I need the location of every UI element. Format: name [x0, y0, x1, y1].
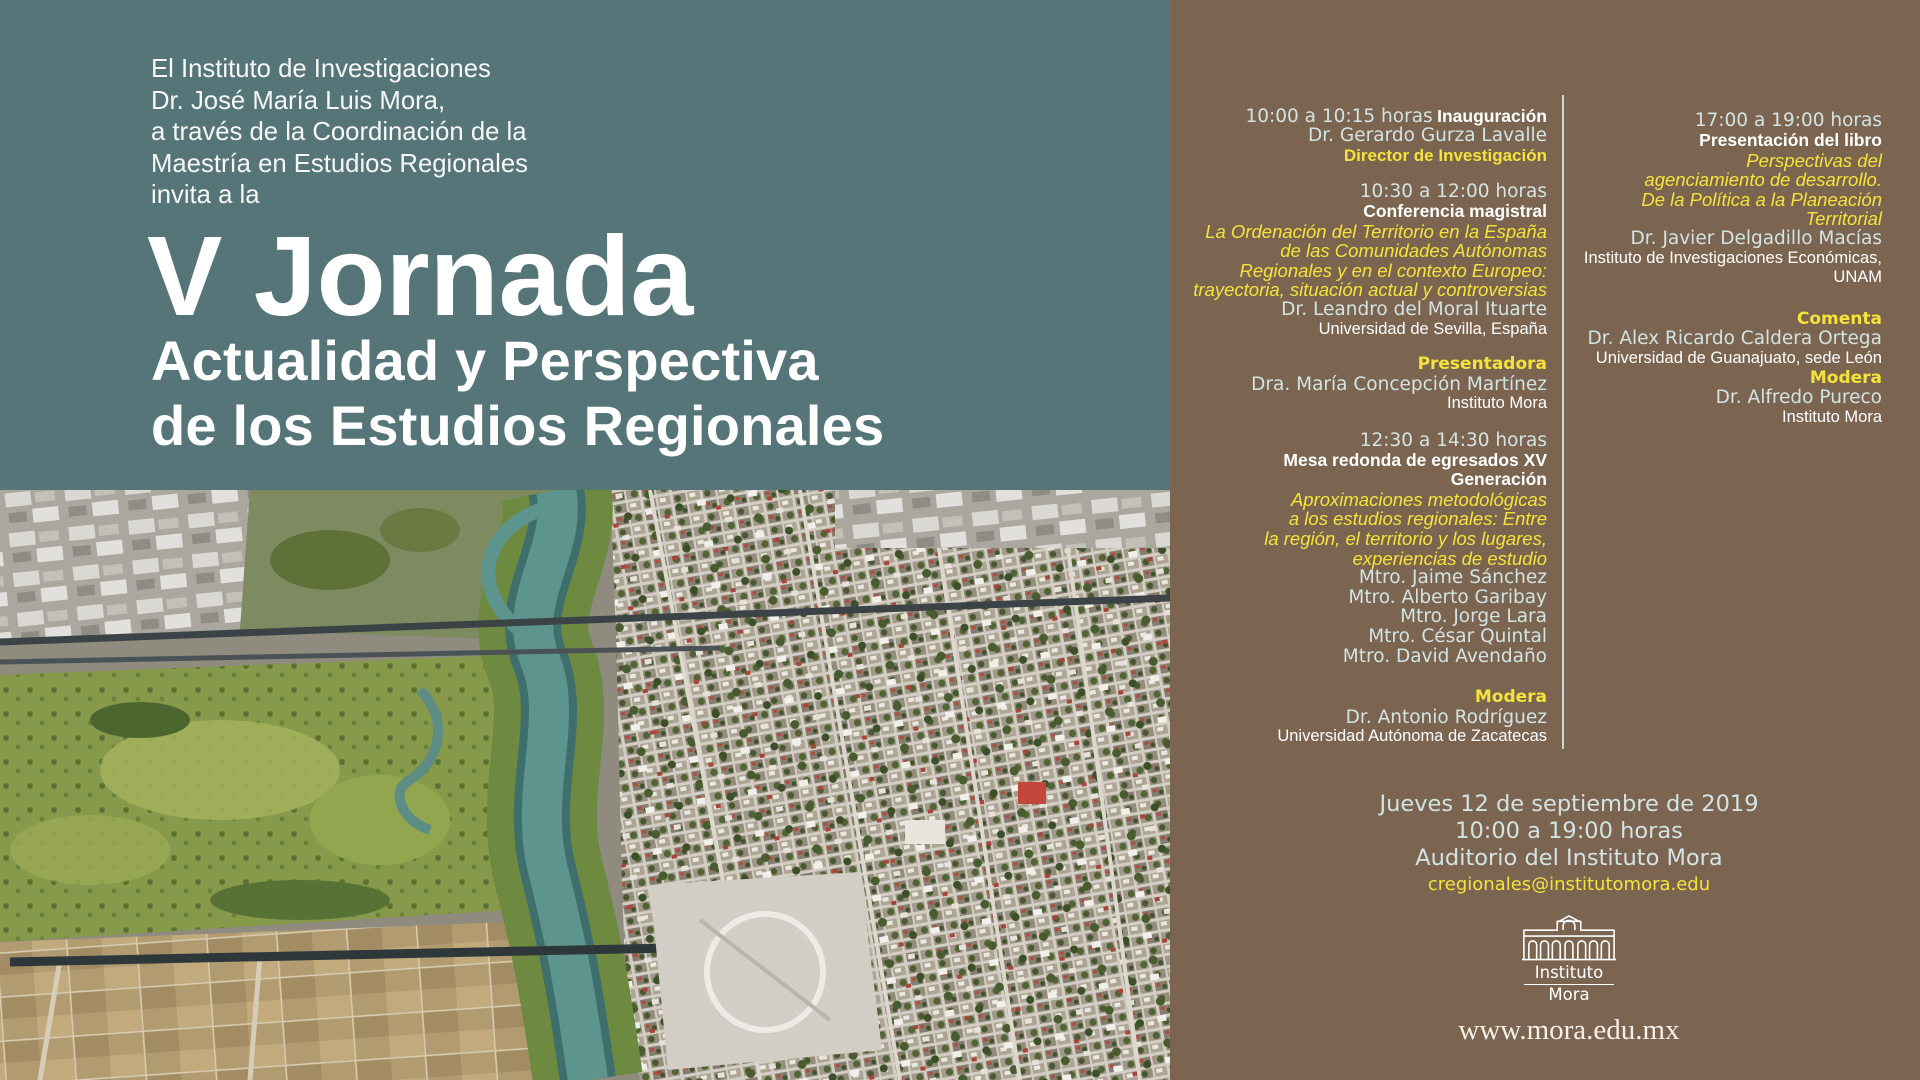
keynote-title-line: trayectoria, situación actual y controversias — [1193, 279, 1547, 301]
inauguration-speaker: Dr. Gerardo Gurza Lavalle — [1308, 125, 1547, 147]
keynote-block — [1193, 182, 1547, 339]
keynote-presenter-block — [1251, 355, 1547, 414]
presenter-affiliation: Instituto Mora — [1447, 394, 1547, 413]
inauguration-role: Director de Investigación — [1343, 145, 1547, 165]
event-title: V Jornada — [147, 213, 694, 339]
roundtable-title-line: Aproximaciones metodológicas — [1290, 488, 1547, 510]
book-block — [1584, 111, 1882, 287]
keynote-title-line: de las Comunidades Autónomas — [1280, 240, 1547, 262]
presenter-label: Presentadora — [1417, 354, 1547, 374]
keynote-label: Conferencia magistral — [1363, 200, 1547, 221]
intro-line: El Instituto de Investigaciones — [151, 55, 491, 83]
roundtable-title-line: la región, el territorio y los lugares, — [1264, 527, 1547, 549]
park-area — [0, 655, 535, 942]
book-title-line: Perspectivas del — [1746, 149, 1882, 171]
logo-line-mora: Mora — [1548, 984, 1590, 1004]
book-title-line: Territorial — [1805, 208, 1882, 230]
book-title-line: De la Política a la Planeación — [1641, 188, 1882, 210]
moderator-affiliation: Instituto Mora — [1782, 407, 1882, 426]
roundtable-label: Mesa redonda de egresados XV — [1283, 449, 1547, 470]
event-details — [1269, 791, 1869, 899]
roundtable-participant: Mtro. David Avendaño — [1342, 645, 1547, 667]
roundtable-title-line: experiencias de estudio — [1352, 547, 1547, 569]
inauguration-label: Inauguración — [1437, 105, 1547, 126]
roundtable-title-line: a los estudios regionales: Entre — [1288, 508, 1547, 530]
presenter-name: Dra. María Concepción Martínez — [1251, 373, 1547, 395]
plaza — [650, 872, 882, 1070]
book-author: Dr. Javier Delgadillo Macías — [1630, 227, 1882, 249]
inauguration-time: 10:00 a 10:15 horas — [1245, 105, 1433, 127]
moderator-name: Dr. Antonio Rodríguez — [1345, 706, 1547, 728]
subtitle-line: de los Estudios Regionales — [151, 394, 885, 457]
book-label: Presentación del libro — [1699, 129, 1882, 150]
intro-line: Dr. José María Luis Mora, — [151, 86, 446, 115]
event-venue: Auditorio del Instituto Mora — [1415, 844, 1723, 871]
aerial-photo — [0, 490, 1170, 1080]
moderator-affiliation: Universidad Autónoma de Zacatecas — [1277, 727, 1547, 746]
industrial-area — [0, 490, 560, 640]
keynote-title-line: Regionales y en el contexto Europeo: — [1239, 259, 1547, 281]
book-author-affiliation: Instituto de Investigaciones Económicas, — [1583, 248, 1882, 267]
inauguration-block — [1245, 107, 1547, 166]
commentator-label: Comenta — [1796, 308, 1882, 329]
subtitle-line: Actualidad y Perspectiva — [151, 329, 819, 392]
invitation-intro — [151, 54, 528, 212]
keynote-time: 10:30 a 12:00 horas — [1359, 181, 1547, 203]
moderator-name: Dr. Alfredo Pureco — [1715, 387, 1882, 409]
roundtable-participant: Mtro. Alberto Garibay — [1348, 586, 1547, 608]
commentator-name: Dr. Alex Ricardo Caldera Ortega — [1587, 328, 1882, 350]
column-divider — [1562, 95, 1564, 749]
book-title-line: agenciamiento de desarrollo. — [1644, 169, 1882, 191]
book-discussants-block — [1587, 310, 1882, 428]
book-author-affiliation: UNAM — [1833, 268, 1882, 287]
intro-line: a través de la Coordinación de la — [151, 118, 527, 147]
roundtable-participant: Mtro. Jorge Lara — [1400, 606, 1547, 628]
intro-line: Maestría en Estudios Regionales — [151, 149, 528, 178]
building-icon — [1520, 914, 1618, 962]
event-subtitle — [151, 328, 884, 458]
inauguration-heading — [1245, 107, 1547, 127]
website-url: www.mora.edu.mx — [1458, 1014, 1680, 1046]
moderator-label: Modera — [1809, 367, 1882, 388]
logo-line-instituto: Instituto — [1534, 963, 1604, 982]
dry-fields — [0, 922, 535, 1080]
book-time: 17:00 a 19:00 horas — [1694, 110, 1882, 132]
contact-email: cregionales@institutomora.edu — [1427, 873, 1711, 895]
roundtable-participant: Mtro. Jaime Sánchez — [1358, 567, 1547, 589]
roundtable-participant: Mtro. César Quintal — [1368, 625, 1547, 647]
roundtable-label: Generación — [1450, 469, 1547, 490]
event-time: 10:00 a 19:00 horas — [1455, 817, 1683, 844]
event-date: Jueves 12 de septiembre de 2019 — [1379, 791, 1759, 817]
roundtable-time: 12:30 a 14:30 horas — [1359, 430, 1547, 451]
keynote-affiliation: Universidad de Sevilla, España — [1318, 319, 1547, 338]
roundtable-block — [1264, 431, 1547, 666]
keynote-title-line: La Ordenación del Territorio en la España — [1205, 220, 1547, 242]
intro-line: invita a la — [151, 181, 260, 210]
commentator-affiliation: Universidad de Guanajuato, sede León — [1595, 348, 1882, 367]
roundtable-moderator-block — [1277, 688, 1547, 747]
keynote-speaker: Dr. Leandro del Moral Ituarte — [1281, 298, 1547, 320]
moderator-label: Modera — [1474, 687, 1547, 707]
